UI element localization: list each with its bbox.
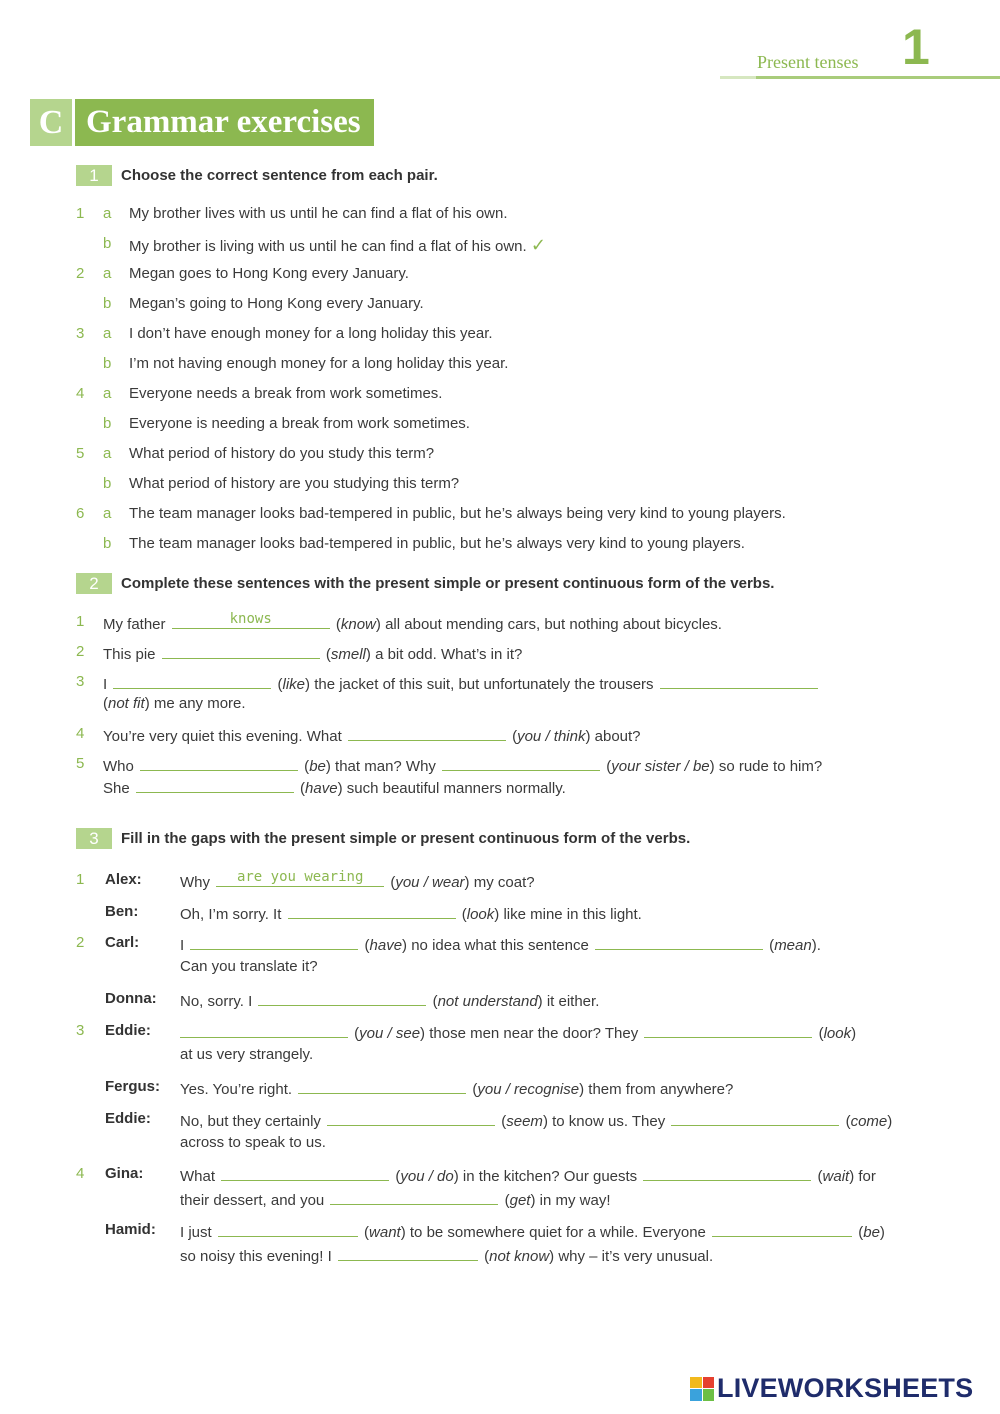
option-b-sentence[interactable]: Everyone is needing a break from work sometimes. [129,415,470,432]
option-letter-a: a [103,385,112,402]
dialogue-text: like mine in this light. [503,906,642,923]
sentence-3-continued: (not fit) me any more. [103,695,246,712]
dialogue-text: Yes. You’re right. [180,1081,293,1098]
sentence-3: I (like) the jacket of this suit, but unfortunately the trousers [103,673,820,693]
verb-hint: look [466,906,495,923]
answer-blank[interactable] [180,1022,348,1038]
item-number: 3 [76,1022,85,1039]
answer-blank[interactable] [113,673,271,689]
verb-hint: be [309,758,326,775]
dialogue-text: to be somewhere quiet for a while. Everyone [409,1224,706,1241]
dialogue-text: so noisy this evening! I [180,1248,332,1265]
option-b-sentence[interactable]: The team manager looks bad-tempered in public, but he’s always very kind to young players. [129,535,745,552]
dialogue-line-eddie-2-continued: across to speak to us. [180,1134,326,1151]
dialogue-text: . [816,937,821,954]
liveworksheets-logo[interactable] [690,1373,973,1404]
verb-hint: you / think [517,728,586,745]
dialogue-text: no idea what this sentence [411,937,589,954]
sentence-text: all about mending cars, but nothing about bicycles. [385,616,722,633]
answer-blank[interactable] [172,613,330,629]
exercise-instruction: Choose the correct sentence from each pair. [121,167,438,184]
dialogue-text: to know us. They [552,1113,666,1130]
filled-answer: knows [229,611,272,627]
option-a-sentence[interactable]: Megan goes to Hong Kong every January. [129,265,409,282]
option-b-sentence[interactable]: What period of history are you studying this term? [129,475,460,492]
dialogue-text: What [180,1168,216,1185]
option-letter-b: b [103,475,112,492]
dialogue-text: those men near the door? They [429,1025,639,1042]
answer-blank[interactable] [348,725,506,741]
section-title: Grammar exercises [75,99,374,146]
option-letter-b: b [103,535,112,552]
item-number: 5 [76,445,85,462]
speaker-eddie: Eddie: [105,1022,151,1039]
sentence-text: that man? Why [335,758,436,775]
verb-hint: you / do [400,1168,454,1185]
item-number: 2 [76,934,85,951]
dialogue-line-eddie-continued: at us very strangely. [180,1046,314,1063]
item-number: 2 [76,265,85,282]
option-b-sentence[interactable]: Megan’s going to Hong Kong every January. [129,295,424,312]
answer-blank[interactable] [671,1110,839,1126]
option-letter-a: a [103,505,112,522]
answer-blank[interactable] [298,1078,466,1094]
sentence-text: She [103,780,130,797]
sentence-1: My father knows (know) all about mending cars, but nothing about bicycles. [103,611,722,633]
item-number: 3 [76,325,85,342]
speaker-alex: Alex: [105,871,142,888]
answer-blank[interactable] [644,1022,812,1038]
verb-hint: seem [506,1113,543,1130]
dialogue-line-fergus: Yes. You’re right. (you / recognise) them from anywhere? [180,1078,733,1098]
verb-hint: have [369,937,403,954]
option-b-sentence[interactable]: I’m not having enough money for a long holiday this year. [129,355,509,372]
verb-hint: smell [330,646,366,663]
option-b-sentence[interactable] [129,235,546,256]
verb-hint: have [305,780,338,797]
dialogue-text: Oh, I’m sorry. It [180,906,282,923]
exercise-number: 3 [76,828,112,849]
item-number: 1 [76,613,85,630]
sentence-text: me any more. [153,695,246,712]
verb-hint: not know [489,1248,550,1265]
dialogue-line-eddie-2: No, but they certainly (seem) to know us. They (come) [180,1110,892,1130]
dialogue-text: I [180,937,185,954]
sentence-text: You’re very quiet this evening. What [103,728,342,745]
verb-hint: you / recognise [477,1081,580,1098]
sentence-text: such beautiful manners normally. [346,780,566,797]
dialogue-line-alex: Why are you wearing (you / wear) my coat? [180,869,535,891]
sentence-text: My father [103,616,166,633]
answer-blank[interactable] [712,1221,852,1237]
dialogue-text: in my way! [539,1192,611,1209]
item-number: 5 [76,755,85,772]
header-rule-accent [720,76,756,79]
verb-hint: wait [822,1168,850,1185]
answer-blank[interactable] [140,755,298,771]
option-letter-a: a [103,325,112,342]
answer-blank[interactable] [162,643,320,659]
sentence-text: the jacket of this suit, but unfortunately the trousers [314,676,654,693]
logo-icon [690,1377,714,1401]
verb-hint: like [282,676,306,693]
verb-hint: want [369,1224,401,1241]
dialogue-text: No, sorry. I [180,993,253,1010]
verb-hint: mean [774,937,812,954]
speaker-gina: Gina: [105,1165,144,1182]
section-heading [30,99,374,146]
answer-blank[interactable] [190,934,358,950]
verb-hint: know [340,616,376,633]
speaker-donna: Donna: [105,990,157,1007]
option-b-text: My brother is living with us until he can find a flat of his own. [129,238,527,255]
answer-blank[interactable] [330,1189,498,1205]
verb-hint: not understand [437,993,538,1010]
option-letter-a: a [103,205,112,222]
sentence-text: about? [594,728,641,745]
sentence-2: This pie (smell) a bit odd. What’s in it? [103,643,522,663]
item-number: 1 [76,205,85,222]
dialogue-line-eddie: (you / see) those men near the door? They (look) [180,1022,856,1042]
dialogue-line-carl-continued: Can you translate it? [180,958,318,975]
answer-blank[interactable] [660,673,818,689]
item-number: 3 [76,673,85,690]
answer-blank[interactable] [221,1165,389,1181]
dialogue-text: for [858,1168,876,1185]
speaker-carl: Carl: [105,934,140,951]
sentence-text: Who [103,758,134,775]
verb-hint: come [850,1113,888,1130]
answer-blank[interactable] [288,903,456,919]
sentence-5-continued: She (have) such beautiful manners normally. [103,777,566,797]
dialogue-line-hamid-continued: so noisy this evening! I (not know) why – it’s very unusual. [180,1245,713,1265]
dialogue-line-ben: Oh, I’m sorry. It (look) like mine in this light. [180,903,642,923]
verb-hint: be [863,1224,880,1241]
dialogue-line-gina: What (you / do) in the kitchen? Our guests (wait) for [180,1165,876,1185]
dialogue-line-gina-continued: their dessert, and you (get) in my way! [180,1189,611,1209]
option-letter-a: a [103,445,112,462]
verb-hint: you / see [359,1025,421,1042]
dialogue-line-carl: I (have) no idea what this sentence (mean). [180,934,821,954]
option-a-sentence[interactable]: Everyone needs a break from work sometimes. [129,385,443,402]
option-letter-b: b [103,235,112,252]
verb-hint: you / wear [395,874,465,891]
dialogue-text: No, but they certainly [180,1113,321,1130]
verb-hint: get [509,1192,531,1209]
option-a-sentence[interactable]: My brother lives with us until he can find a flat of his own. [129,205,508,222]
option-letter-a: a [103,265,112,282]
dialogue-text: it either. [546,993,600,1010]
item-number: 4 [76,725,85,742]
answer-blank[interactable] [136,777,294,793]
check-mark-icon: ✓ [530,235,546,255]
item-number: 4 [76,1165,85,1182]
sentence-text: I [103,676,108,693]
dialogue-text: my coat? [473,874,535,891]
dialogue-text: their dessert, and you [180,1192,325,1209]
item-number: 4 [76,385,85,402]
logo-text: LIVEWORKSHEETS [717,1373,974,1403]
verb-hint: not fit [108,695,145,712]
exercise-3-heading [76,828,690,849]
sentence-text: This pie [103,646,156,663]
item-number: 2 [76,643,85,660]
dialogue-line-hamid: I just (want) to be somewhere quiet for a while. Everyone (be) [180,1221,885,1241]
answer-blank[interactable] [643,1165,811,1181]
header-rule [720,76,1000,79]
option-letter-b: b [103,295,112,312]
item-number: 1 [76,871,85,888]
exercise-number: 2 [76,573,112,594]
answer-blank[interactable] [327,1110,495,1126]
verb-hint: your sister / be [611,758,710,775]
dialogue-text: them from anywhere? [588,1081,734,1098]
dialogue-text: Why [180,874,210,891]
answer-blank[interactable] [442,755,600,771]
exercise-2-heading [76,573,774,594]
filled-answer: are you wearing [236,869,364,885]
option-a-sentence[interactable]: What period of history do you study this term? [129,445,435,462]
section-letter: C [30,99,72,146]
chapter-number: 1 [902,19,930,75]
speaker-fergus: Fergus: [105,1078,161,1095]
option-letter-b: b [103,415,112,432]
sentence-4: You’re very quiet this evening. What (you / think) about? [103,725,641,745]
exercise-number: 1 [76,165,112,186]
speaker-eddie: Eddie: [105,1110,151,1127]
sentence-text: so rude to him? [718,758,823,775]
exercise-instruction: Fill in the gaps with the present simple or present continuous form of the verbs. [121,830,691,847]
option-letter-b: b [103,355,112,372]
dialogue-text: in the kitchen? Our guests [462,1168,638,1185]
dialogue-line-donna: No, sorry. I (not understand) it either. [180,990,599,1010]
answer-blank[interactable] [216,871,384,887]
sentence-5: Who (be) that man? Why (your sister / be) so rude to him? [103,755,822,775]
option-a-sentence[interactable]: I don’t have enough money for a long holiday this year. [129,325,493,342]
answer-blank[interactable] [218,1221,358,1237]
speaker-ben: Ben: [105,903,139,920]
dialogue-text: why – it’s very unusual. [558,1248,714,1265]
exercise-instruction: Complete these sentences with the present simple or present continuous form of the verbs. [121,575,775,592]
answer-blank[interactable] [595,934,763,950]
exercise-1-heading [76,165,438,186]
answer-blank[interactable] [258,990,426,1006]
running-title: Present tenses [757,52,859,72]
verb-hint: look [823,1025,852,1042]
option-a-sentence[interactable]: The team manager looks bad-tempered in public, but he’s always being very kind to young players. [129,505,786,522]
dialogue-text: I just [180,1224,212,1241]
speaker-hamid: Hamid: [105,1221,156,1238]
answer-blank[interactable] [338,1245,478,1261]
sentence-text: a bit odd. What’s in it? [375,646,523,663]
item-number: 6 [76,505,85,522]
